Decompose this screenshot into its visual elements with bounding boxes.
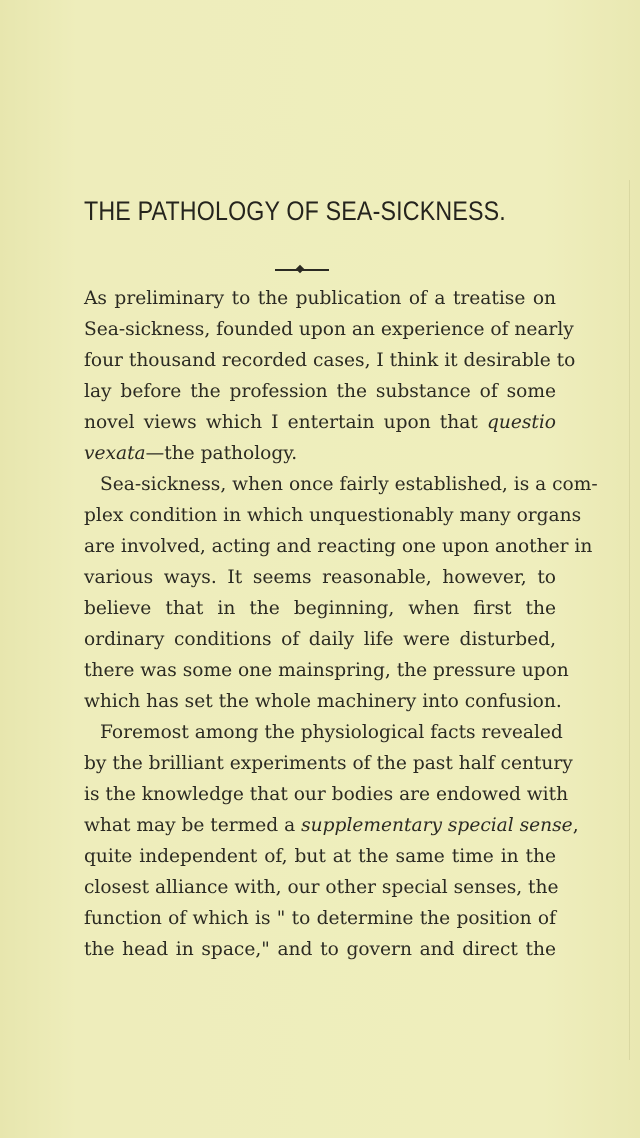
- text-line: novel views which I entertain upon that questio: [84, 412, 556, 433]
- ornament-diamond-icon: [296, 265, 304, 273]
- text-line: closest alliance with, our other special senses, the: [84, 877, 559, 898]
- text-line: what may be termed a supplementary special sense,: [84, 815, 579, 836]
- text-line: the head in space," and to govern and direct the: [84, 939, 556, 960]
- chapter-title: THE PATHOLOGY OF SEA-SICKNESS.: [84, 196, 506, 226]
- text-line: lay before the profession the substance of some: [84, 381, 556, 402]
- text-line: Sea-sickness, founded upon an experience of nearly: [84, 319, 574, 340]
- text-line: quite independent of, but at the same time in the: [84, 846, 556, 867]
- text-line: believe that in the beginning, when first the: [84, 598, 556, 619]
- text-line: ordinary conditions of daily life were disturbed,: [84, 629, 556, 650]
- text-line: As preliminary to the publication of a treatise on: [84, 288, 556, 309]
- text-line: Sea-sickness, when once fairly established, is a com-: [100, 474, 598, 495]
- text-line: by the brilliant experiments of the past half century: [84, 753, 573, 774]
- text-line: vexata—the pathology.: [84, 443, 298, 464]
- page-edge-shadow: [629, 180, 630, 1060]
- text-line: are involved, acting and reacting one upon another in: [84, 536, 593, 557]
- text-line: Foremost among the physiological facts revealed: [100, 722, 563, 743]
- text-line: function of which is " to determine the position of: [84, 908, 556, 929]
- title-ornament-rule: [275, 267, 329, 273]
- text-line: four thousand recorded cases, I think it desirable to: [84, 350, 576, 371]
- body-text: [84, 283, 598, 965]
- text-line: is the knowledge that our bodies are endowed with: [84, 784, 569, 805]
- text-line: various ways. It seems reasonable, however, to: [84, 567, 556, 588]
- text-line: which has set the whole machinery into confusion.: [84, 691, 562, 712]
- text-line: plex condition in which unquestionably many organs: [84, 505, 582, 526]
- text-line: there was some one mainspring, the pressure upon: [84, 660, 569, 681]
